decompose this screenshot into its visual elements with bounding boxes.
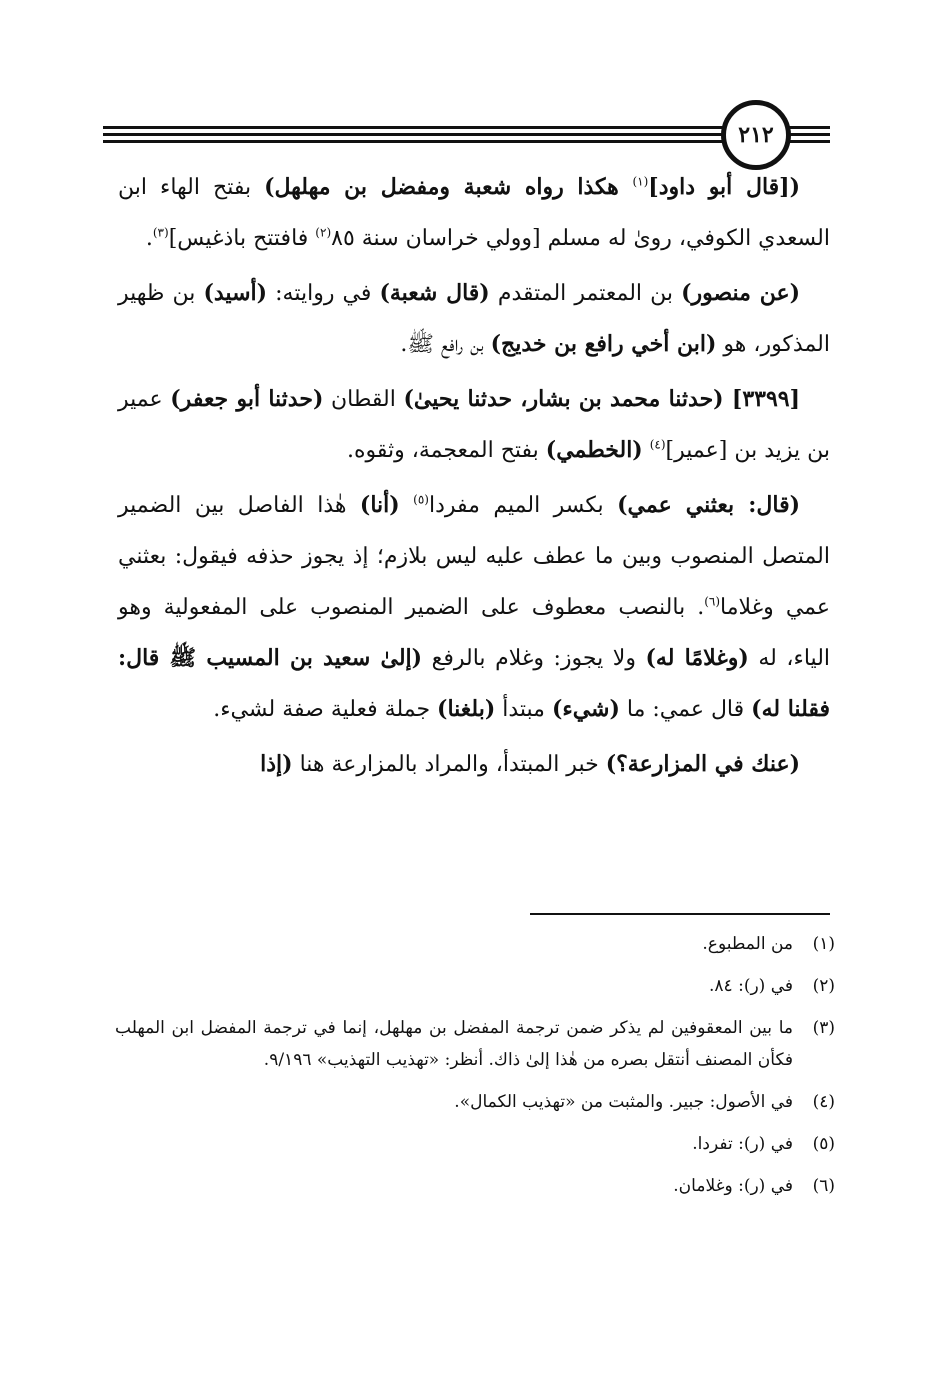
main-text	[118, 162, 830, 794]
footnote-number: (٤)	[812, 1092, 835, 1112]
text-run: فافتتح باذغيس]	[168, 226, 316, 251]
footnote	[115, 1086, 835, 1118]
footnote-number: (٦)	[812, 1176, 835, 1196]
text-run	[643, 438, 650, 463]
text-run: بن رافع ﷺ.	[400, 332, 491, 357]
bold-text: (قال شعبة)	[379, 280, 490, 306]
bold-text: (عن منصور)	[681, 280, 800, 306]
bold-text: (عنك في المزارعة؟)	[605, 751, 800, 777]
text-run: في روايته:	[267, 281, 380, 306]
footnote-text: في (ر): ٨٤.	[709, 976, 793, 996]
footnote-ref: (٥)	[413, 492, 429, 507]
bold-text: (أنا)	[359, 492, 400, 518]
page-number-badge	[721, 100, 791, 170]
bold-text: (إذا	[260, 751, 293, 777]
text-run: قال عمي: ما	[619, 697, 752, 722]
paragraph	[118, 162, 830, 264]
text-run: .	[145, 226, 153, 251]
footnote-text: من المطبوع.	[702, 934, 793, 954]
text-run: بفتح الهاء ابن السعدي الكوفي، روىٰ له مسلم [وولي خراسان سنة ٨٥	[118, 175, 830, 251]
bold-text: (قال: بعثني عمي)	[617, 492, 801, 518]
bold-text: (بلغنا)	[437, 696, 496, 722]
footnote-number: (٣)	[812, 1018, 835, 1038]
text-run: عمير بن يزيد بن [عمير]	[118, 387, 830, 463]
footnote-text: في الأصول: جبير. والمثبت من «تهذيب الكمال».	[454, 1092, 793, 1112]
footnote	[115, 1128, 835, 1160]
paragraph	[118, 739, 830, 790]
text-run: هٰذا الفاصل بين الضمير المتصل المنصوب وبين ما عطف عليه ليس بلازم؛ إذ يجوز حذفه فيقول: بعثني عمي وغلاما	[118, 493, 830, 620]
paragraph	[118, 268, 830, 370]
text-run	[400, 493, 413, 518]
footnote-ref: (٦)	[704, 594, 721, 609]
bold-text: (ابن أخي رافع بن خديج)	[490, 331, 717, 357]
footnote-text: في (ر): وغلامان.	[673, 1176, 793, 1196]
bold-text: (شيء)	[551, 696, 620, 722]
page-header	[103, 100, 830, 170]
footnote-ref: (٢)	[315, 225, 332, 240]
footnote-text: ما بين المعقوفين لم يذكر ضمن ترجمة المفضل بن مهلهل، إنما في ترجمة المفضل ابن المهلب فكأن المصنف أنتقل بصره من هٰذا إلىٰ ذاك. أنظر: «تهذيب التهذيب» ٩/١٩٦.	[115, 1018, 793, 1070]
footnote	[115, 1012, 835, 1076]
footnote-text: في (ر): تفردا.	[692, 1134, 793, 1154]
footnote-number: (٥)	[812, 1134, 835, 1154]
text-run: بكسر الميم مفردا	[428, 493, 618, 518]
footnote-number: (٢)	[812, 976, 835, 996]
text-run: بن المعتمر المتقدم	[489, 281, 682, 306]
bold-text: ([قال أبو داود]	[648, 174, 800, 200]
text-run: . بالنصب معطوف على الضمير المنصوب على المفعولية وهو الياء، له	[118, 595, 831, 671]
footnote-ref: (١)	[632, 174, 649, 189]
footnote	[115, 928, 835, 960]
text-run: خبر المبتدأ، والمراد بالمزارعة هنا	[292, 752, 606, 777]
text-run: مبتدأ	[495, 697, 552, 722]
bold-text: (الخطمي)	[545, 437, 643, 463]
paragraph	[118, 480, 830, 735]
footnote-separator	[530, 913, 830, 915]
text-run: ولا يجوز: وغلام بالرفع	[422, 646, 646, 671]
bold-text: هكذا رواه شعبة ومفضل بن مهلهل)	[264, 174, 633, 200]
text-run: بفتح المعجمة، وثقوه.	[346, 438, 546, 463]
text-run: بن ظهير المذكور، هو	[118, 281, 830, 357]
paragraph	[118, 374, 830, 476]
bold-text: (حدثنا أبو جعفر)	[170, 386, 324, 412]
footnote	[115, 970, 835, 1002]
bold-text: (أسيد)	[203, 280, 268, 306]
footnote-ref: (٣)	[152, 225, 169, 240]
page-number: ٢١٢	[738, 122, 774, 148]
bold-text: (إلىٰ سعيد بن المسيب ﷺ قال: فقلنا له)	[118, 645, 830, 722]
text-run: القطان	[323, 387, 404, 412]
footnotes	[115, 928, 835, 1212]
footnote	[115, 1170, 835, 1202]
footnote-ref: (٤)	[649, 437, 666, 452]
bold-text: (وغلامًا له)	[645, 645, 749, 671]
bold-text: [٣٣٩٩] (حدثنا محمد بن بشار، حدثنا يحيىٰ)	[403, 386, 800, 412]
text-run: جملة فعلية صفة لشيء.	[213, 697, 438, 722]
footnote-number: (١)	[812, 934, 835, 954]
